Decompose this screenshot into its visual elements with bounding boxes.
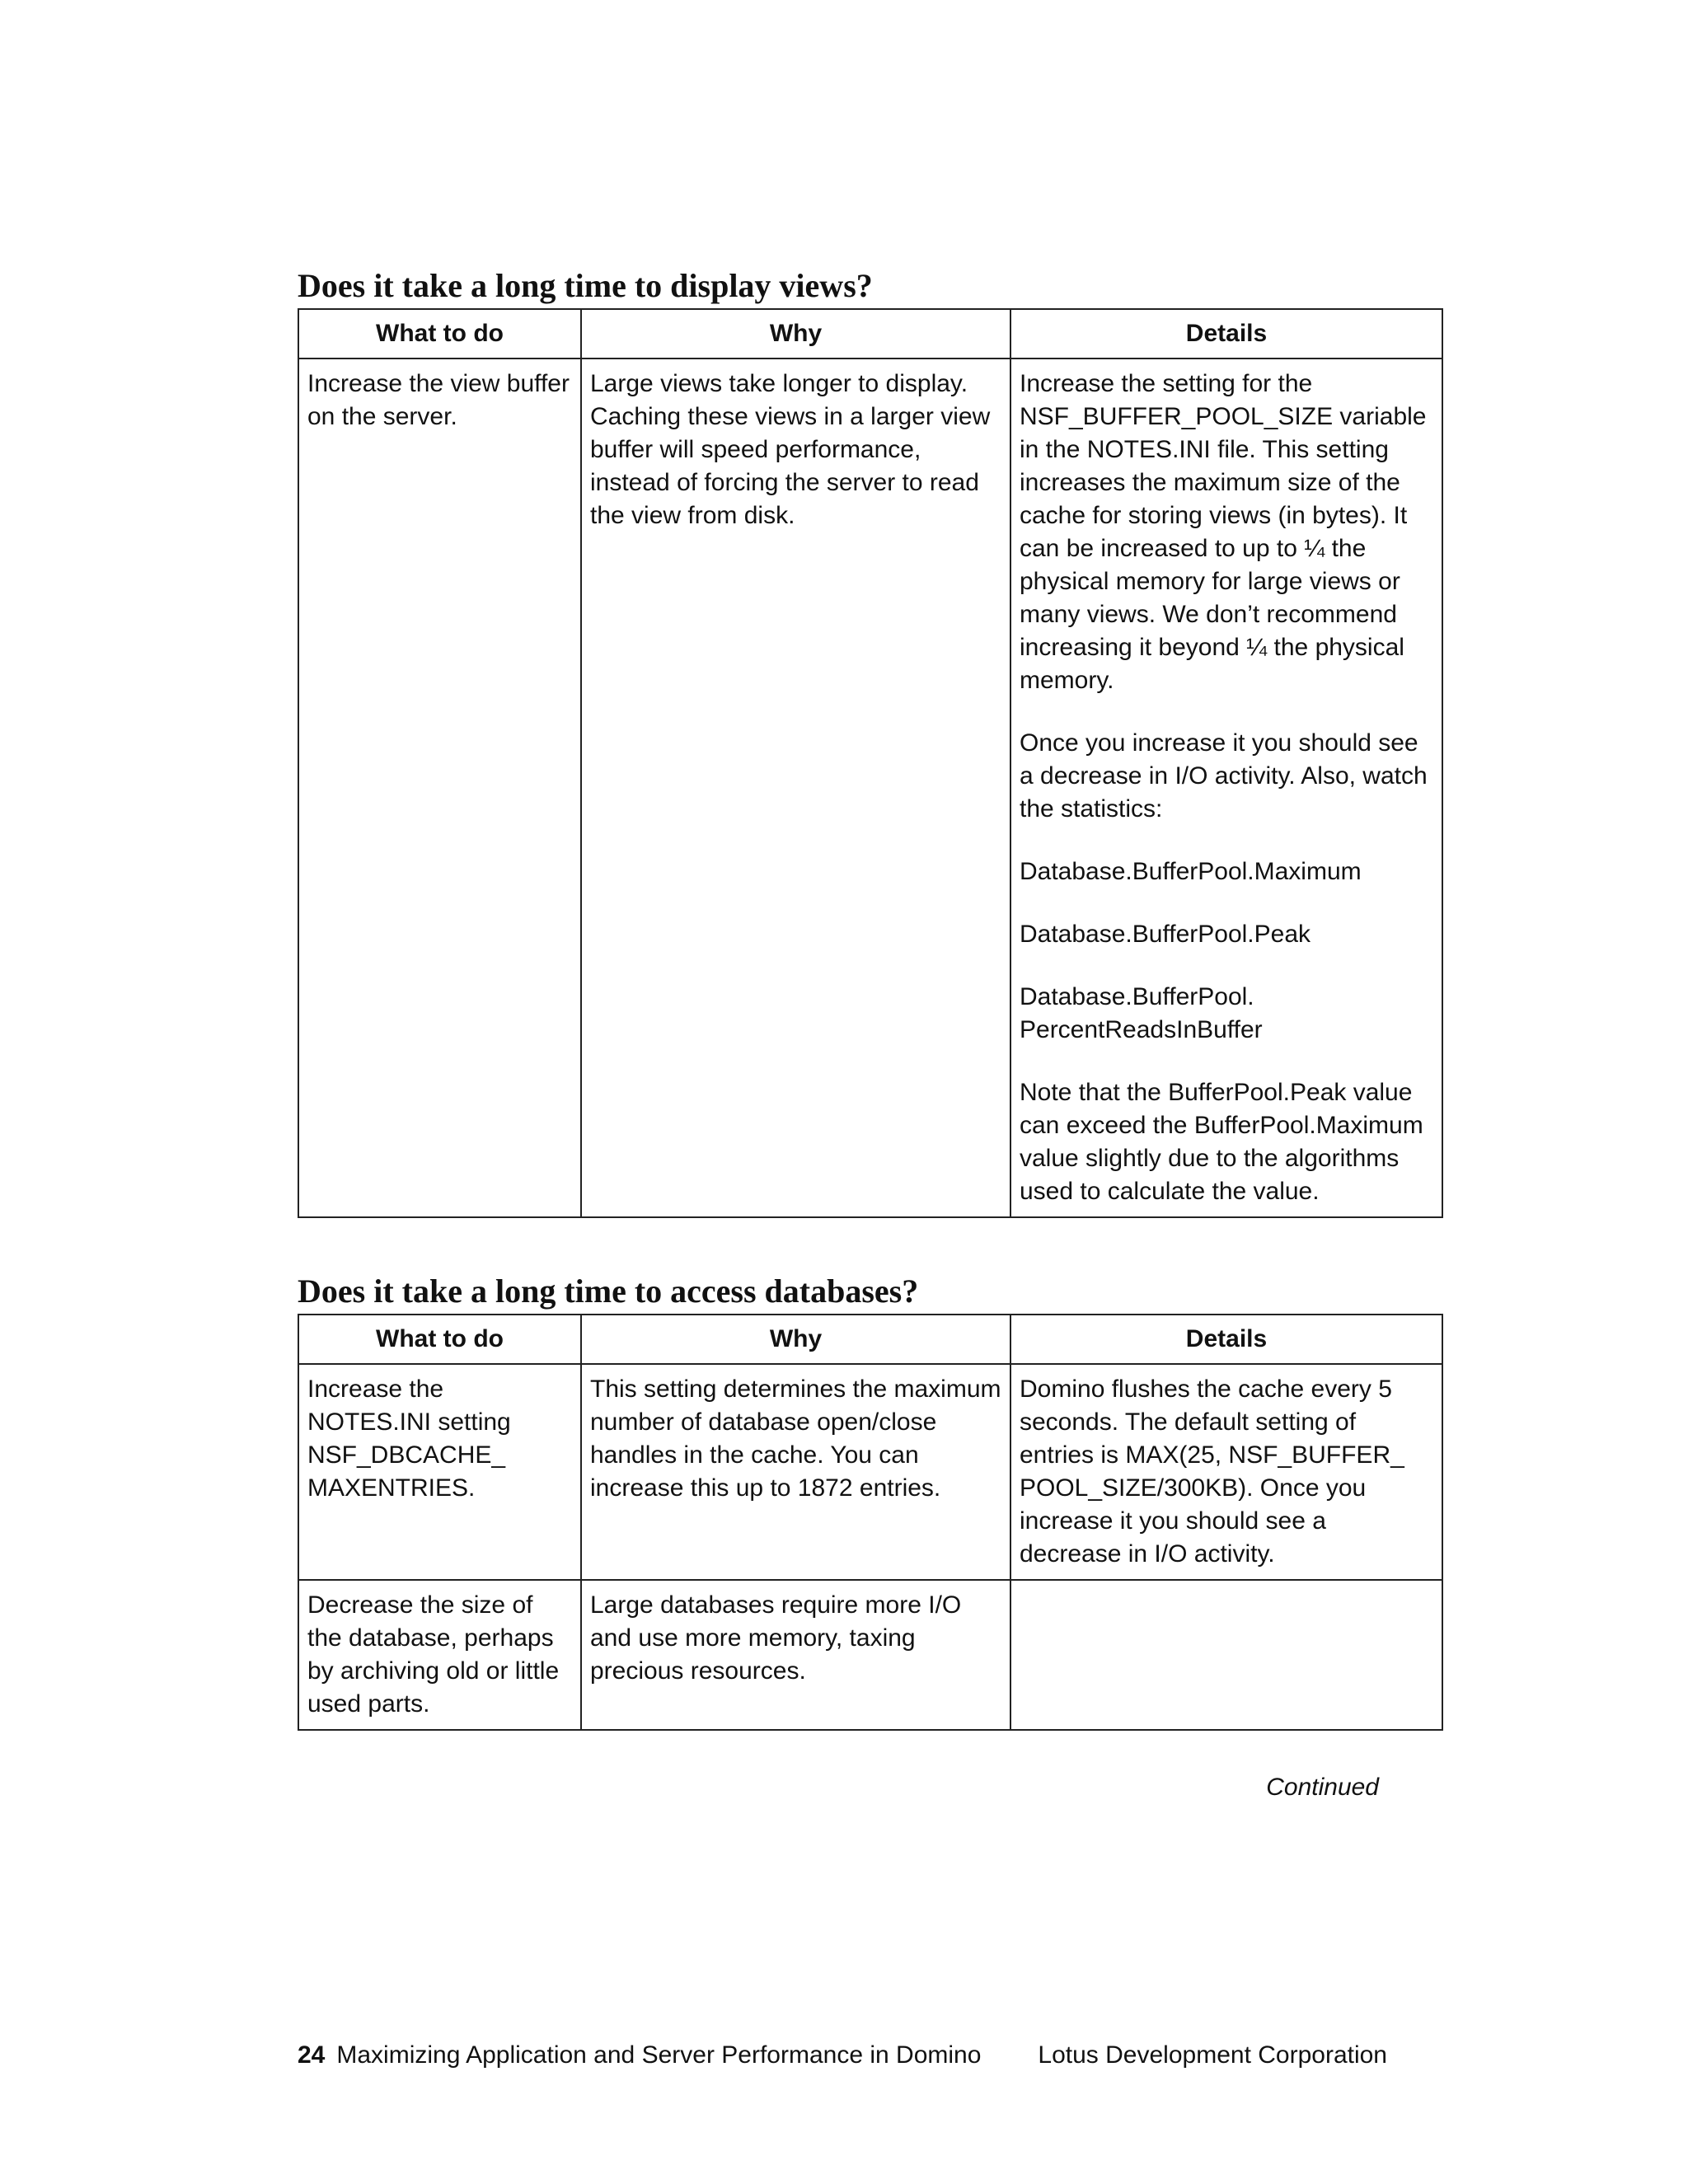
header-details: Details (1010, 309, 1442, 359)
details-statistic: Database.BufferPool. PercentReadsInBuffer (1020, 983, 1263, 1043)
continued-label: Continued (1266, 1774, 1379, 1801)
cell-details: Domino flushes the cache every 5 seconds. The default setting of entries is MAX(25, NSF_BUFFER_ POOL_SIZE/300KB). Once you increase it you should see a decrease in I/O activity. (1010, 1364, 1442, 1580)
details-paragraph: Once you increase it you should see a decrease in I/O activity. Also, watch the statistics: (1020, 729, 1428, 823)
cell-why: Large views take longer to display. Caching these views in a larger view buffer will speed performance, instead of forcing the server to read the view from disk. (581, 359, 1010, 1217)
publisher: Lotus Development Corporation (1038, 2041, 1387, 2069)
cell-what: Decrease the size of the database, perhaps by archiving old or little used parts. (298, 1580, 581, 1730)
section-title-databases: Does it take a long time to access databases? (298, 1272, 919, 1310)
table-header-row (298, 309, 1442, 359)
cell-details (1010, 1580, 1442, 1730)
cell-why: This setting determines the maximum number of database open/close handles in the cache. You can increase this up to 1872 entries. (581, 1364, 1010, 1580)
header-why: Why (581, 1315, 1010, 1364)
details-paragraph: Increase the setting for the NSF_BUFFER_POOL_SIZE variable in the NOTES.INI file. This setting increases the maximum size of the cache for storing views (in bytes). It can be increased to up to ¼ the physical memory for large views or many views. We don’t recommend increasing it beyond ¼ the physical memory. (1020, 370, 1427, 694)
details-paragraph: Note that the BufferPool.Peak value can exceed the BufferPool.Maximum value slightly due to the algorithms used to calculate the value. (1020, 1079, 1423, 1205)
header-why: Why (581, 309, 1010, 359)
cell-details (1010, 359, 1442, 1217)
book-title: Maximizing Application and Server Performance in Domino (336, 2041, 982, 2069)
views-table (298, 308, 1443, 1218)
footer-left (298, 2041, 981, 2069)
cell-what: Increase the NOTES.INI setting NSF_DBCACHE_ MAXENTRIES. (298, 1364, 581, 1580)
details-statistic: Database.BufferPool.Peak (1020, 921, 1311, 948)
page-number: 24 (298, 2041, 326, 2069)
table-row (298, 1580, 1442, 1730)
table-row (298, 1364, 1442, 1580)
header-what-to-do: What to do (298, 1315, 581, 1364)
table-row (298, 359, 1442, 1217)
databases-table (298, 1314, 1443, 1731)
header-what-to-do: What to do (298, 309, 581, 359)
cell-what: Increase the view buffer on the server. (298, 359, 581, 1217)
cell-why: Large databases require more I/O and use more memory, taxing precious resources. (581, 1580, 1010, 1730)
section-title-views: Does it take a long time to display views? (298, 267, 873, 304)
header-details: Details (1010, 1315, 1442, 1364)
page-footer (298, 2041, 1387, 2069)
table-header-row (298, 1315, 1442, 1364)
details-statistic: Database.BufferPool.Maximum (1020, 858, 1362, 885)
